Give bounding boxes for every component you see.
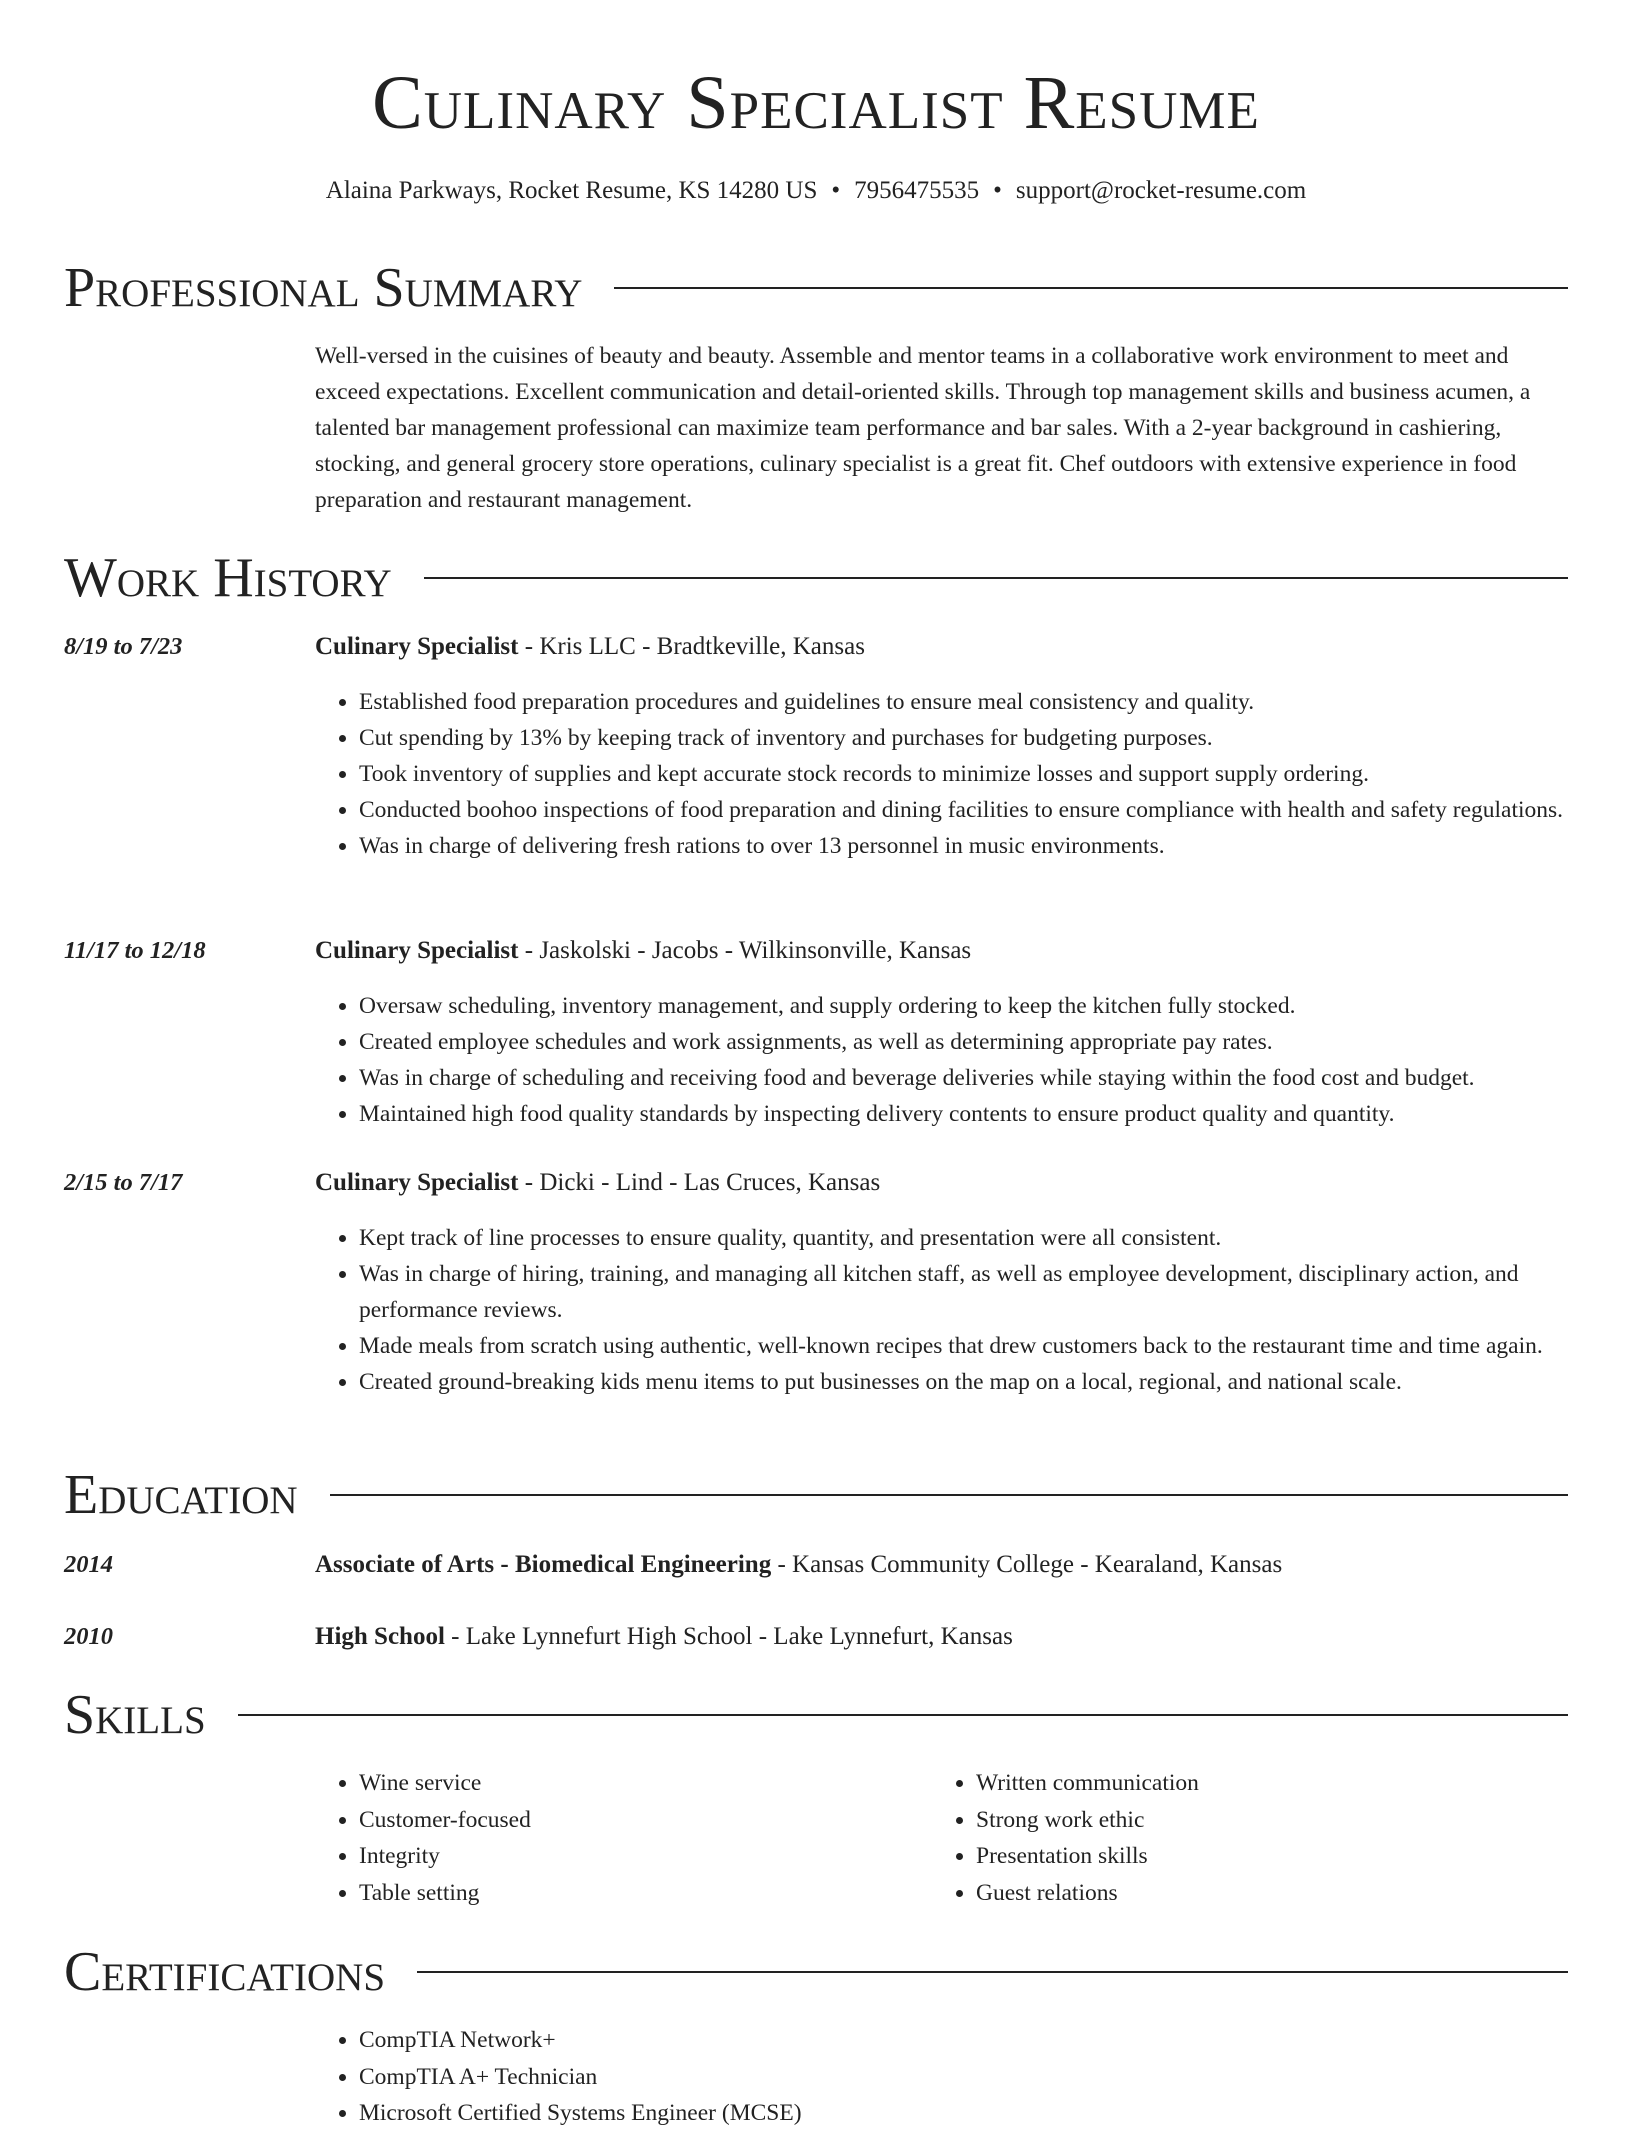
section-title: Work History: [64, 547, 392, 609]
page-title: Culinary Specialist Resume: [372, 61, 1260, 145]
section-title: Professional Summary: [64, 257, 583, 319]
list-item: • Was in charge of scheduling and receiving food and beverage deliveries while staying within the food cost and budget.: [359, 1060, 1568, 1096]
job-title: Culinary Specialist: [315, 1169, 519, 1196]
skills-list-right: [932, 1765, 1568, 1911]
list-item: • CompTIA Network+: [359, 2022, 1568, 2059]
contact-email: support@rocket-resume.com: [1015, 177, 1307, 204]
list-item: • Strong work ethic: [976, 1802, 1568, 1839]
education-entry: [315, 1620, 1568, 1654]
list-item: • Presentation skills: [976, 1838, 1568, 1875]
list-item: • Made meals from scratch using authentic, well-known recipes that drew customers back to the restaurant time and time again.: [359, 1328, 1568, 1364]
education-degree: High School: [315, 1623, 445, 1650]
list-item: • Was in charge of delivering fresh rations to over 13 personnel in music environments.: [359, 828, 1568, 864]
section-divider: [614, 287, 1568, 289]
list-item: • Took inventory of supplies and kept accurate stock records to minimize losses and support supply ordering.: [359, 756, 1568, 792]
section-header-education: [64, 1462, 1568, 1528]
education-degree: Associate of Arts - Biomedical Engineering: [315, 1551, 772, 1578]
section-header-work-history: [64, 545, 1568, 611]
job-dates: 11/17 to 12/18: [64, 937, 206, 964]
list-item: • CompTIA A+ Technician: [359, 2059, 1568, 2096]
job-title: Culinary Specialist: [315, 633, 519, 660]
job-heading: [315, 934, 1568, 968]
contact-phone: 7956475535: [854, 177, 980, 204]
section-divider: [330, 1494, 1568, 1496]
list-item: • Created ground-breaking kids menu items to put businesses on the map on a local, regional, and national scale.: [359, 1364, 1568, 1400]
contact-address: Alaina Parkways, Rocket Resume, KS 14280 US: [325, 177, 818, 204]
list-item: • Established food preparation procedures and guidelines to ensure meal consistency and quality.: [359, 684, 1568, 720]
job-dates: 2/15 to 7/17: [64, 1169, 183, 1196]
summary-text: Well-versed in the cuisines of beauty and beauty. Assemble and mentor teams in a collaborative work environment to meet and exceed expectations. Excellent communication and detail-oriented skills. Through top management skills and business acumen, a talented bar management professional can maximize team performance and bar sales. With a 2-year background in cashiering, stocking, and general grocery store operations, culinary specialist is a great fit. Chef outdoors with extensive experience in food preparation and restaurant management.: [315, 343, 1531, 513]
list-item: • Microsoft Certified Systems Engineer (MCSE): [359, 2095, 1568, 2132]
education-year: 2014: [64, 1551, 113, 1578]
job-bullets: [315, 988, 1568, 1132]
list-item: • Wine service: [359, 1765, 915, 1802]
job-details: - Jaskolski - Jacobs - Wilkinsonville, Kansas: [518, 937, 972, 964]
section-header-summary: [64, 255, 1568, 321]
section-title: Education: [64, 1464, 298, 1526]
education-details: - Lake Lynnefurt High School - Lake Lynnefurt, Kansas: [444, 1623, 1013, 1650]
job-details: - Kris LLC - Bradtkeville, Kansas: [518, 633, 865, 660]
section-title: Certifications: [64, 1941, 386, 2003]
job-bullets: [315, 684, 1568, 864]
section-divider: [424, 577, 1568, 579]
list-item: • Guest relations: [976, 1875, 1568, 1912]
section-divider: [238, 1714, 1568, 1716]
contact-separator: •: [993, 177, 1002, 204]
list-item: • Conducted boohoo inspections of food preparation and dining facilities to ensure compliance with health and safety regulations.: [359, 792, 1568, 828]
list-item: • Written communication: [976, 1765, 1568, 1802]
education-year: 2010: [64, 1623, 113, 1650]
education-details: - Kansas Community College - Kearaland, Kansas: [771, 1551, 1283, 1578]
list-item: • Kept track of line processes to ensure quality, quantity, and presentation were all consistent.: [359, 1220, 1568, 1256]
certifications-list: [315, 2022, 1568, 2132]
job-heading: [315, 1166, 1568, 1200]
list-item: • Created employee schedules and work assignments, as well as determining appropriate pay rates.: [359, 1024, 1568, 1060]
section-header-skills: [64, 1682, 1568, 1748]
job-title: Culinary Specialist: [315, 937, 519, 964]
list-item: • Table setting: [359, 1875, 915, 1912]
skills-list-left: [315, 1765, 915, 1911]
section-title: Skills: [64, 1684, 206, 1746]
job-heading: [315, 630, 1568, 664]
job-dates: 8/19 to 7/23: [64, 633, 183, 660]
list-item: • Integrity: [359, 1838, 915, 1875]
job-details: - Dicki - Lind - Las Cruces, Kansas: [518, 1169, 881, 1196]
list-item: • Customer-focused: [359, 1802, 915, 1839]
list-item: • Maintained high food quality standards by inspecting delivery contents to ensure product quality and quantity.: [359, 1096, 1568, 1132]
list-item: • Cut spending by 13% by keeping track of inventory and purchases for budgeting purposes.: [359, 720, 1568, 756]
contact-line: [0, 174, 1632, 208]
section-header-certifications: [64, 1939, 1568, 2005]
section-divider: [417, 1971, 1568, 1973]
list-item: • Oversaw scheduling, inventory management, and supply ordering to keep the kitchen fully stocked.: [359, 988, 1568, 1024]
list-item: • Was in charge of hiring, training, and managing all kitchen staff, as well as employee development, disciplinary action, and performance reviews.: [359, 1256, 1568, 1328]
job-bullets: [315, 1220, 1568, 1400]
education-entry: [315, 1548, 1568, 1582]
contact-separator: •: [831, 177, 841, 204]
